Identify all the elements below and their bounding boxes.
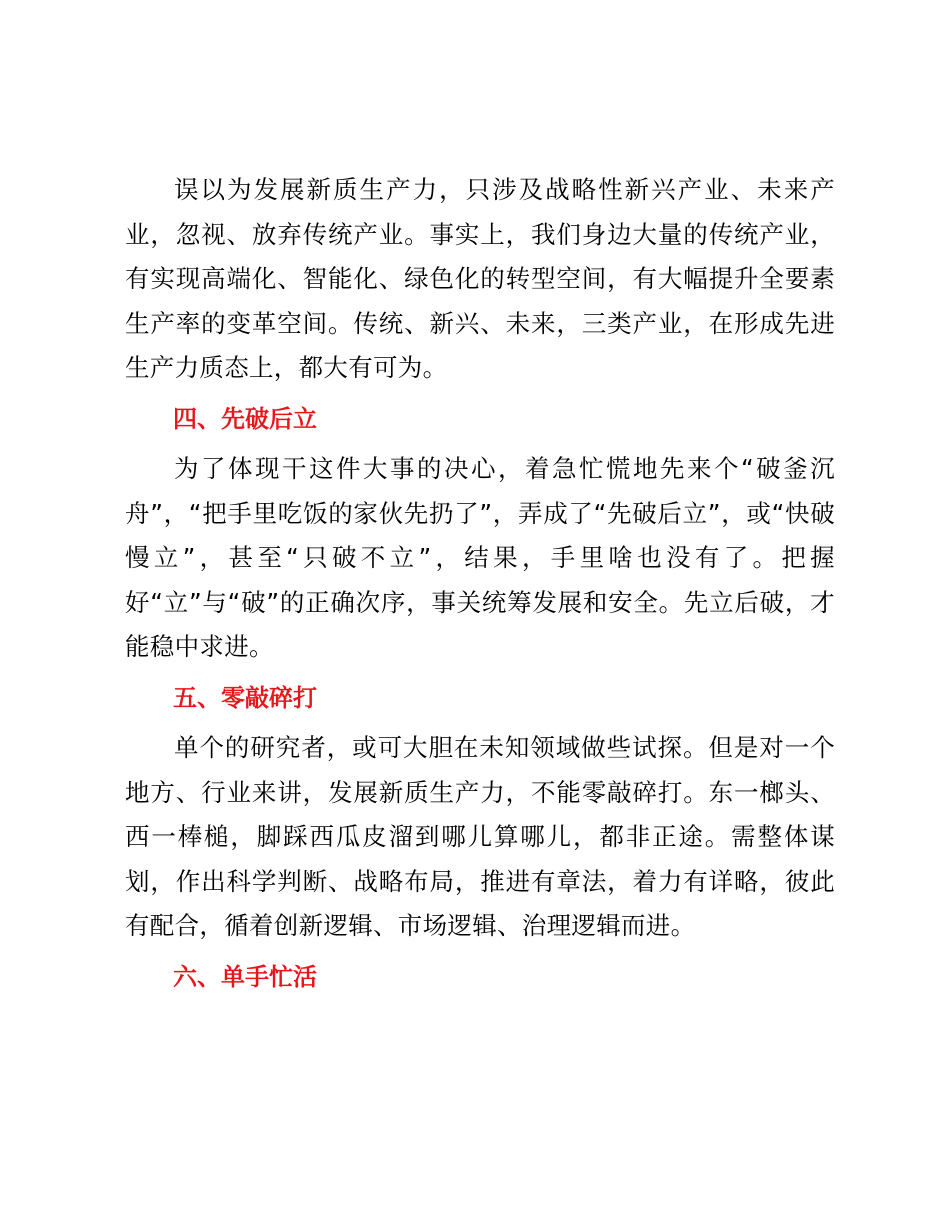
- section-heading-6: 六、单手忙活: [173, 962, 317, 991]
- section-heading-5: 五、零敲碎打: [173, 683, 317, 712]
- paragraph-traditional-industries: 误以为发展新质生产力，只涉及战略性新兴产业、未来产业，忽视、放弃传统产业。事实上，我们身边大量的传统产业，有实现高端化、智能化、绿色化的转型空间，有大幅提升全要素生产率的变革空间。传统、新兴、未来，三类产业，在形成先进生产力质态上，都大有可为。: [125, 175, 835, 382]
- paragraph-piecemeal: 单个的研究者，或可大胆在未知领域做些试探。但是对一个地方、行业来讲，发展新质生产力，不能零敲碎打。东一榔头、西一棒槌，脚踩西瓜皮溜到哪儿算哪儿，都非正途。需整体谋划，作出科学判断、战略布局，推进有章法，着力有详略，彼此有配合，循着创新逻辑、市场逻辑、治理逻辑而进。: [125, 733, 835, 940]
- document-body: [125, 168, 835, 999]
- section-heading-4: 四、先破后立: [173, 404, 317, 433]
- paragraph-break-and-build: 为了体现干这件大事的决心，着急忙慌地先来个“破釜沉舟”，“把手里吃饭的家伙先扔了”，弄成了“先破后立”，或“快破慢立”，甚至“只破不立”，结果，手里啥也没有了。把握好“立”与“破”的正确次序，事关统筹发展和安全。先立后破，才能稳中求进。: [125, 454, 835, 661]
